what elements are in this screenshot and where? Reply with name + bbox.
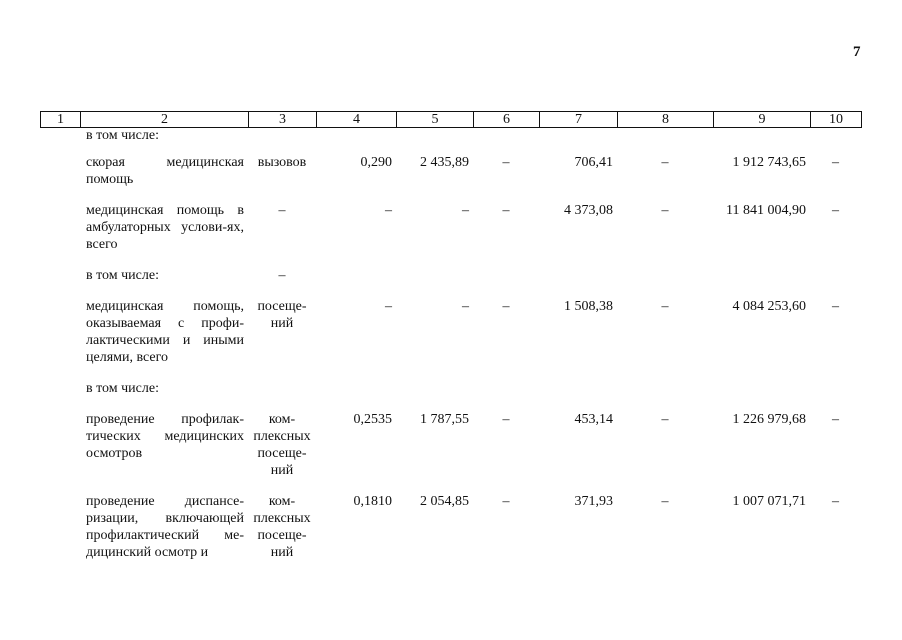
- column-number: 9: [714, 112, 811, 128]
- row-value: 1 787,55: [420, 412, 469, 427]
- row-value: [713, 253, 810, 284]
- row-value: –: [385, 299, 392, 314]
- row-value: [617, 253, 713, 284]
- row-unit: вызовов: [257, 155, 307, 170]
- row-value: 453,14: [574, 412, 613, 427]
- row-value: [713, 366, 810, 397]
- row-name: в том числе:: [86, 268, 159, 283]
- row-value: –: [502, 412, 510, 427]
- row-value: 371,93: [574, 494, 613, 509]
- row-name: скорая медицинская помощь: [86, 155, 244, 187]
- table-row: [40, 253, 861, 284]
- row-value: [617, 127, 713, 154]
- row-value: 2 435,89: [420, 155, 469, 170]
- row-value: 4 373,08: [564, 203, 613, 218]
- row-value: –: [502, 203, 510, 218]
- row-value: [396, 127, 473, 154]
- row-value: 2 054,85: [420, 494, 469, 509]
- row-value: 11 841 004,90: [726, 203, 806, 218]
- column-number-header: [40, 111, 862, 128]
- table-row: [40, 366, 861, 397]
- row-name: медицинская помощь в амбулаторных услови-ях, всего: [86, 203, 244, 252]
- row-value: –: [385, 203, 392, 218]
- row-value: –: [661, 494, 669, 509]
- table-row: [40, 127, 861, 154]
- row-unit: [248, 127, 316, 154]
- column-number: 6: [474, 112, 540, 128]
- row-value: [396, 366, 473, 397]
- row-name: проведение профилак-тических медицинских осмотров: [86, 412, 244, 461]
- row-value: [713, 127, 810, 154]
- row-value: 0,2535: [353, 412, 392, 427]
- row-value: [810, 127, 861, 154]
- row-value: 706,41: [574, 155, 613, 170]
- row-unit: ком-плексных посеще-ний: [253, 412, 311, 478]
- row-value: [617, 366, 713, 397]
- row-unit: [248, 366, 316, 397]
- table-row: [40, 284, 861, 366]
- row-unit: посеще-ний: [257, 299, 307, 331]
- table-row: [40, 154, 861, 188]
- row-name: в том числе:: [86, 381, 159, 396]
- row-value: –: [832, 412, 839, 427]
- row-value: –: [661, 412, 669, 427]
- row-value: [316, 366, 396, 397]
- row-value: –: [502, 494, 510, 509]
- row-value: 0,1810: [353, 494, 392, 509]
- column-number: 1: [41, 112, 81, 128]
- row-value: –: [661, 203, 669, 218]
- tariff-table-body: [40, 127, 861, 561]
- row-unit: –: [278, 203, 286, 218]
- row-value: 1 508,38: [564, 299, 613, 314]
- row-value: 0,290: [360, 155, 392, 170]
- column-number: 4: [317, 112, 397, 128]
- row-unit: –: [278, 268, 286, 283]
- column-number: 8: [618, 112, 714, 128]
- row-value: [810, 366, 861, 397]
- table-row: [40, 479, 861, 561]
- row-value: –: [832, 155, 839, 170]
- row-value: [396, 253, 473, 284]
- row-value: 4 084 253,60: [732, 299, 806, 314]
- row-value: [316, 253, 396, 284]
- row-name: проведение диспансе-ризации, включающей профилактический ме-дицинский осмотр и: [86, 494, 244, 560]
- row-value: –: [832, 494, 839, 509]
- row-value: [810, 253, 861, 284]
- row-value: [539, 127, 617, 154]
- row-value: 1 912 743,65: [732, 155, 806, 170]
- row-unit: ком-плексных посеще-ний: [253, 494, 311, 560]
- column-number: 10: [811, 112, 862, 128]
- row-name: медицинская помощь, оказываемая с профи-лактическими и иными целями, всего: [86, 299, 244, 365]
- row-value: [473, 127, 539, 154]
- row-value: –: [502, 155, 510, 170]
- column-number-row: [41, 112, 862, 128]
- table-row: [40, 397, 861, 479]
- row-value: –: [832, 203, 839, 218]
- row-value: 1 226 979,68: [732, 412, 806, 427]
- table-row: [40, 188, 861, 253]
- row-value: 1 007 071,71: [732, 494, 806, 509]
- row-value: [539, 253, 617, 284]
- column-number: 3: [249, 112, 317, 128]
- page-number: 7: [853, 44, 861, 60]
- row-value: –: [462, 299, 469, 314]
- row-value: –: [661, 299, 669, 314]
- column-number: 5: [397, 112, 474, 128]
- row-value: [473, 253, 539, 284]
- row-value: [473, 366, 539, 397]
- row-value: [539, 366, 617, 397]
- column-number: 2: [81, 112, 249, 128]
- row-value: [316, 127, 396, 154]
- column-number: 7: [540, 112, 618, 128]
- row-value: –: [502, 299, 510, 314]
- row-name: в том числе:: [86, 128, 159, 143]
- row-value: –: [832, 299, 839, 314]
- row-value: –: [661, 155, 669, 170]
- row-value: –: [462, 203, 469, 218]
